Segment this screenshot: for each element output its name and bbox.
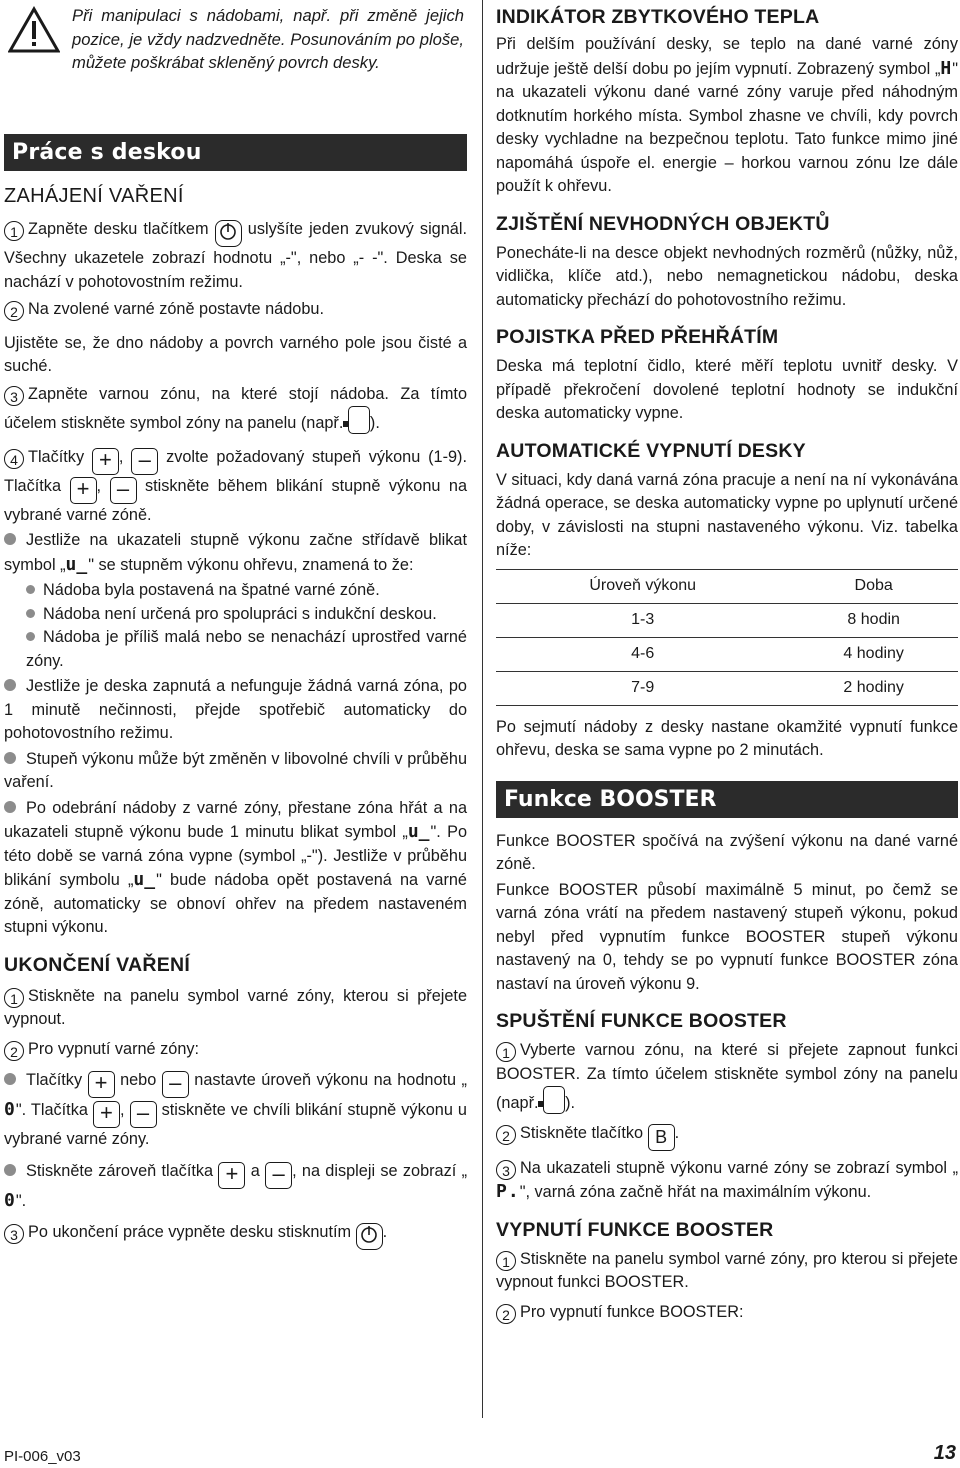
booster-step-2: 2 Stiskněte tlačítko B . bbox=[496, 1122, 958, 1151]
bullet-icon bbox=[26, 632, 35, 641]
pot-symbol-icon: u̲ bbox=[407, 821, 431, 842]
bullet-icon bbox=[4, 1073, 16, 1085]
booster-step-3: 3 Na ukazateli stupně výkonu varné zóny se zobrazí symbol „P.", varná zóna začně hřát na maximálním výkonu. bbox=[496, 1158, 958, 1202]
zero-symbol-icon: 0 bbox=[4, 1189, 16, 1211]
plus-button-icon: + bbox=[88, 1071, 115, 1098]
table-cell: 8 hodin bbox=[789, 603, 958, 637]
bullet-icon bbox=[4, 533, 16, 545]
pot-symbol-icon: u̲ bbox=[65, 553, 89, 575]
start-step-4: 4 Tlačítky + , – zvolte požadovaný stupeň výkonu (1-9). Tlačítka + , – stiskněte během blikání stupně výkonu na vybrané varné zóně. bbox=[4, 446, 468, 524]
booster-start-heading: SPUŠTĚNÍ FUNKCE BOOSTER bbox=[496, 1010, 787, 1032]
minus-button-icon: – bbox=[130, 1101, 157, 1128]
start-bullet-1: Jestliže na ukazateli stupně výkonu začne střídavě blikat symbol „u̲" se stupněm výkonu ohřevu, znamená to že: bbox=[4, 531, 467, 575]
footer-code: PI-006_v03 bbox=[4, 1448, 81, 1465]
bullet-icon bbox=[4, 801, 16, 813]
warning-text: Při manipulaci s nádobami, např. při změně jejich pozice, je vždy nadzvedněte. Posunováním po ploše, můžete poškrábat skleněný povrch desky. bbox=[72, 6, 464, 72]
section-title: Práce s deskou bbox=[4, 134, 467, 171]
sub-item: Nádoba je příliš malá nebo se nenachází uprostřed varné zóny. bbox=[26, 628, 467, 670]
hot-symbol-icon: H bbox=[940, 57, 953, 79]
p-symbol-icon: P. bbox=[496, 1181, 520, 1202]
autooff-table bbox=[496, 569, 958, 706]
booster-step-1: 1 Vyberte varnou zónu, na které si přejete zapnout funkci BOOSTER. Za tímto účelem stiskněte symbol zóny na panelu (např. ). bbox=[496, 1041, 958, 1112]
plus-button-icon: + bbox=[93, 1101, 120, 1128]
end-bullet-2: Stiskněte zároveň tlačítka + a – , na displeji se zobrazí „0". bbox=[4, 1160, 467, 1211]
table-cell: 4-6 bbox=[496, 637, 789, 671]
detect-text: Ponecháte-li na desce objekt nevhodných rozměrů (nůžky, nůž, vidlička, klíče atd.), nebo nemagnetickou nádobu, deska automaticky přechází do pohotovostního režimu. bbox=[496, 243, 958, 309]
warning-triangle-icon bbox=[8, 6, 60, 54]
start-bullet-3: Stupeň výkonu může být změněn v libovolné chvíli v průběhu vaření. bbox=[4, 749, 467, 791]
start-step-3: 3 Zapněte varnou zónu, na které stojí nádoba. Za tímto účelem stiskněte symbol zóny na panelu (např. ). bbox=[4, 384, 467, 432]
bullet-icon bbox=[26, 609, 35, 618]
step-number-icon: 2 bbox=[496, 1125, 516, 1145]
step-number-icon: 1 bbox=[496, 1042, 516, 1062]
bullet-icon bbox=[4, 1164, 16, 1176]
zero-symbol-icon: 0 bbox=[4, 1099, 16, 1120]
bullet-icon bbox=[4, 679, 16, 691]
overheat-heading: POJISTKA PŘED PŘEHŘÁTÍM bbox=[496, 326, 779, 348]
power-button-icon bbox=[356, 1223, 383, 1250]
step-number-icon: 3 bbox=[496, 1160, 516, 1180]
zone-symbol-icon bbox=[348, 406, 370, 434]
table-header-row bbox=[496, 569, 958, 603]
start-step-1: 1 Zapněte desku tlačítkem uslyšíte jeden zvukový signál. Všechny ukazetele zobrazí hodnotu „-", nebo „- -". Deska se nachází v pohotovostním režimu. bbox=[4, 220, 467, 291]
column-divider bbox=[482, 0, 483, 1418]
bullet-icon bbox=[26, 585, 35, 594]
booster-button-icon: B bbox=[648, 1124, 675, 1151]
table-cell: 1-3 bbox=[496, 603, 789, 637]
end-step-3: 3 Po ukončení práce vypněte desku stisknutím . bbox=[4, 1221, 467, 1250]
power-button-icon bbox=[215, 220, 242, 247]
step-number-icon: 2 bbox=[4, 301, 24, 321]
minus-button-icon: – bbox=[265, 1162, 292, 1189]
step-number-icon: 3 bbox=[4, 1224, 24, 1244]
start-bullet-2: Jestliže je deska zapnutá a nefunguje žádná varná zóna, po 1 minutě nečinnosti, přejde spotřebič automaticky do pohotovostního režimu. bbox=[4, 677, 467, 742]
booster-off-step-2: 2 Pro vypnutí funkce BOOSTER: bbox=[496, 1301, 958, 1325]
warning-box bbox=[4, 0, 467, 100]
booster-p1: Funkce BOOSTER spočívá na zvýšení výkonu na dané varné zóně. bbox=[496, 831, 958, 873]
detect-heading: ZJIŠTĚNÍ NEVHODNÝCH OBJEKTŮ bbox=[496, 212, 830, 235]
bullet-icon bbox=[4, 752, 16, 764]
table-cell: 2 hodiny bbox=[789, 671, 958, 705]
step-number-icon: 4 bbox=[4, 449, 24, 469]
booster-p2: Funkce BOOSTER působí maximálně 5 minut, po čemž se varná zóna vrátí na předem nastavený stupeň výkonu, pokud nebyl před vypnutím funkce BOOSTER stupeň výkonu nastavený na 0, tehdy se po vypnutí funkce BOOSTER zóna nastaví na úroveň výkonu 9. bbox=[496, 880, 958, 993]
start-heading: ZAHÁJENÍ VAŘENÍ bbox=[4, 185, 184, 207]
autooff-after: Po sejmutí nádoby z desky nastane okamžité vypnutí funkce ohřevu, deska se sama vypne po 2 minutách. bbox=[496, 717, 958, 759]
page-number: 13 bbox=[933, 1442, 956, 1464]
step-number-icon: 1 bbox=[4, 988, 24, 1008]
end-step-2: 2 Pro vypnutí varné zóny: bbox=[4, 1038, 467, 1062]
table-row bbox=[496, 637, 958, 671]
table-row bbox=[496, 603, 958, 637]
start-step-2: 2 Na zvolené varné zóně postavte nádobu. bbox=[4, 298, 467, 322]
step-number-icon: 2 bbox=[496, 1304, 516, 1324]
zone-symbol-icon bbox=[543, 1086, 565, 1114]
pot-symbol-icon: u̲ bbox=[133, 869, 157, 890]
start-step-2-note: Ujistěte se, že dno nádoby a povrch varného pole jsou čisté a suché. bbox=[4, 333, 467, 375]
sub-item: Nádoba není určená pro spolupráci s indukční deskou. bbox=[26, 603, 467, 627]
residual-heading: INDIKÁTOR ZBYTKOVÉHO TEPLA bbox=[496, 6, 820, 28]
table-cell: 4 hodiny bbox=[789, 637, 958, 671]
residual-text: Při delším používání desky, se teplo na dané varné zóny udržuje ještě delší dobu po jejím vypnutí. Zobrazený symbol „H" na ukazateli výkonu dané varné zóny varuje před náhodným dotknutím horkého místa. Symbol zhasne ve chvíli, kdy povrch desky vychladne na bezpečnou teplotu. Tato funkce mimo jiné napomáhá úspoře el. energie – horkou varnou zónu lze dále použít k ohřevu. bbox=[496, 35, 958, 195]
right-column bbox=[496, 0, 958, 1324]
left-column bbox=[4, 0, 467, 1250]
end-bullet-1: Tlačítky + nebo – nastavte úroveň výkonu na hodnotu „0". Tlačítka + , – stiskněte ve chvíli blikání stupně výkonu u vybrané varné zóny. bbox=[4, 1070, 467, 1148]
plus-button-icon: + bbox=[92, 448, 119, 475]
table-cell: 7-9 bbox=[496, 671, 789, 705]
plus-button-icon: + bbox=[70, 477, 97, 504]
minus-button-icon: – bbox=[162, 1071, 189, 1098]
minus-button-icon: – bbox=[110, 477, 137, 504]
booster-title: Funkce BOOSTER bbox=[496, 781, 958, 818]
autooff-heading: AUTOMATICKÉ VYPNUTÍ DESKY bbox=[496, 439, 806, 462]
booster-off-step-1: 1 Stiskněte na panelu symbol varné zóny, pro kterou si přejete vypnout funkci BOOSTER. bbox=[496, 1249, 958, 1291]
sub-item: Nádoba byla postavená na špatné varné zóně. bbox=[26, 579, 467, 603]
table-header: Doba bbox=[789, 569, 958, 603]
end-heading: UKONČENÍ VAŘENÍ bbox=[4, 953, 191, 976]
table-row bbox=[496, 671, 958, 705]
step-number-icon: 2 bbox=[4, 1041, 24, 1061]
overheat-text: Deska má teplotní čidlo, které měří teplotu uvnitř desky. V případě překročení dovolené teplotní hodnoty se indukční deska automaticky vypne. bbox=[496, 357, 958, 422]
table-header: Úroveň výkonu bbox=[496, 569, 789, 603]
autooff-text: V situaci, kdy daná varná zóna pracuje a není na ní vykonávána žádná operace, se deska automaticky vypne po uplynutí určené doby, v závislosti na stupni nastaveného výkonu. Viz. tabelka níže: bbox=[496, 470, 958, 559]
end-step-1: 1 Stiskněte na panelu symbol varné zóny, kterou si přejete vypnout. bbox=[4, 986, 467, 1028]
booster-off-heading: VYPNUTÍ FUNKCE BOOSTER bbox=[496, 1218, 774, 1241]
plus-button-icon: + bbox=[218, 1162, 245, 1189]
start-bullet-4: Po odebrání nádoby z varné zóny, přestane zóna hřát a na ukazateli stupně výkonu bude 1 minutu blikat symbol „u̲". Po této době se varná zóna vypne (symbol „-"). Jestliže v průběhu blikání symbolu „u̲" bude nádoba opět postavená na varné zóně, automaticky se obnoví ohřev na předem nastaveném stupni výkonu. bbox=[4, 798, 467, 936]
step-number-icon: 1 bbox=[496, 1251, 516, 1271]
step-number-icon: 1 bbox=[4, 221, 24, 241]
step-number-icon: 3 bbox=[4, 386, 24, 406]
minus-button-icon: – bbox=[131, 448, 158, 475]
sub-list bbox=[4, 579, 467, 673]
